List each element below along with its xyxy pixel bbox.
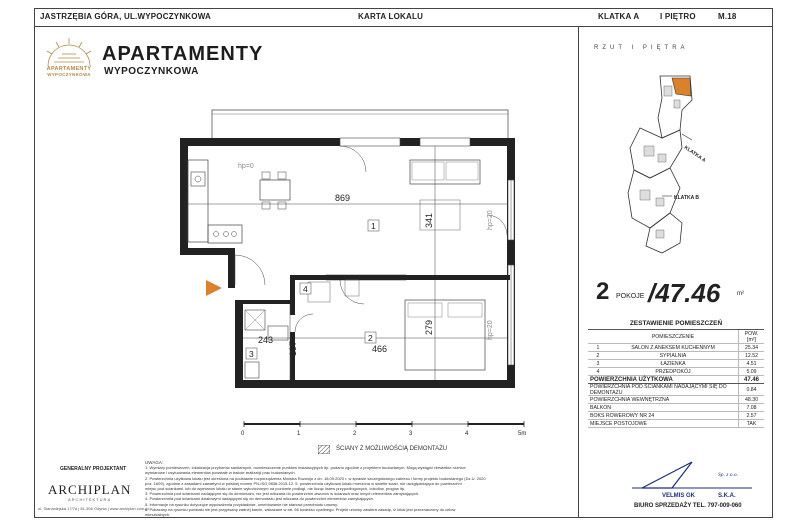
note-line: wymiarowe i usytuowania elementów powstałe w trakcie realizacji prac budowlanych.: [145, 470, 296, 476]
extra-name: POWIERZCHNIA POD ŚCIANKAMI NADAJĄCYMI SIĘ DO DEMONTAŻU: [590, 383, 727, 396]
toilet-icon: [245, 362, 259, 378]
scale-bar: [234, 418, 534, 438]
header-card-title: KARTA LOKALU: [358, 12, 424, 21]
col-area-header-1: POW.: [744, 330, 759, 337]
hp-label-3: hp=20: [487, 320, 494, 340]
extra-area: 7.08: [738, 404, 764, 411]
entrance-arrow-icon: [206, 280, 222, 296]
hp-label-2: hp=20: [487, 210, 494, 230]
table-row: [588, 420, 764, 428]
rooms-table-title: ZESTAWIENIE POMIESZCZEŃ: [588, 320, 764, 330]
usable-area-label: POWIERZCHNIA UŻYTKOWA: [590, 376, 673, 383]
row-name: PRZEDPOKÓJ: [655, 368, 691, 375]
table-row: [588, 396, 764, 404]
extra-name: BOKS ROWEROWY NR 24: [590, 412, 655, 419]
logo-mark-line1: APARTAMENTY: [46, 66, 92, 72]
rooms-count: 2: [596, 278, 610, 305]
header-location: JASTRZĘBIA GÓRA, UL.WYPOCZYNKOWA: [40, 12, 211, 21]
scale-tick-3: 3: [409, 431, 413, 437]
sales-office: BIURO SPRZEDAŻY TEL. 797-009-060: [634, 503, 742, 509]
area-total: /47.46: [648, 278, 721, 308]
extra-area: 0.84: [738, 384, 764, 395]
dim-bedroom-depth: 279: [424, 319, 434, 335]
key-plan-title: RZUT I PIĘTRA: [594, 45, 689, 51]
unit-highlight-marker: [672, 78, 691, 96]
room-label-1: 1: [371, 221, 376, 231]
designer-address: ul. Starowiejska 17/7a | 81-356 Gdynia | www.archiplan.com.pl: [38, 506, 149, 511]
extra-name: POWIERZCHNIA WEWNĘTRZNA: [590, 396, 670, 403]
extra-area: 2.57: [738, 412, 764, 419]
header-divider: [34, 26, 773, 27]
row-name: SYPIALNIA: [659, 352, 687, 359]
row-area: 5.09: [738, 368, 764, 375]
dim-bath-depth: 197: [288, 340, 298, 356]
note-line: miejsc pod ściankami, lub do wymiarów lokalu w stanie wykończonym na poziomie podłogi, nie licząc listew przypodłogowych, cokołów, progów itp.: [145, 486, 406, 492]
scale-tick-1: 1: [297, 431, 301, 437]
col-area-header-2: [m²]: [747, 336, 756, 343]
demountable-wall-hatch-icon: [318, 445, 330, 454]
logo-mark-line2: WYPOCZYNKOWA: [47, 72, 91, 77]
logo-mark-text: [40, 66, 98, 77]
archiplan-sub: ARCHITEKTURA: [68, 497, 112, 502]
scale-tick-2: 2: [353, 431, 357, 437]
note-line: mieszkalnych.: [145, 512, 171, 518]
developer-logo: [622, 458, 762, 500]
wardrobe-icon: [308, 282, 330, 302]
rooms-word: POKOJE: [616, 293, 645, 300]
note-line: 4. Powierzchnia pod ściankami działowymi nadającymi się do demontażu jest wliczana do powierzchni elementów zamykających.: [145, 496, 374, 502]
key-plan-map: [600, 58, 720, 258]
table-row: [588, 352, 764, 360]
note-line: 5. Informacje na rysunku dotyczące wyposażenia przykładowe, umeblowanie nie stanowi przedmiotu umowy.: [145, 501, 338, 507]
row-no: 3: [596, 360, 600, 367]
balcony-outline: [212, 110, 508, 140]
header-floor: I PIĘTRO: [660, 12, 696, 21]
brand-name: APARTAMENTY: [102, 43, 264, 65]
note-line: 3. Powierzchnia pod ściankami nadającymi się do demontażu, nie jest wliczana do powierzchni otworów w ścianach oraz innych elementów zamykających.: [145, 491, 420, 497]
general-designer-label: GENERALNY PROJEKTANT: [60, 466, 127, 472]
row-area: 4.51: [738, 360, 764, 367]
bed-icon: [405, 300, 485, 370]
dining-table-icon: [260, 180, 290, 200]
developer-suffix-1: Sp. z o.o.: [718, 472, 739, 478]
row-name: SALON Z ANEKSEM KUCHENNYM: [631, 344, 715, 351]
header-staircase: KLATKA A: [598, 12, 640, 21]
dim-bath-width: 243: [258, 335, 274, 345]
header-unit: M.18: [718, 12, 737, 21]
sink-icon: [191, 172, 205, 186]
floor-plan: [150, 100, 550, 430]
dim-bedroom-width: 466: [372, 344, 388, 354]
table-row: [588, 384, 764, 396]
row-no: 2: [596, 352, 600, 359]
note-line: 1. Wymiary pomieszczeń, lokalizacja przyborów sanitarnych, rozmieszczenie punktów instalacyjnych itp. podano zgodnie z projektem budowlanym. Mogą wystąpić niewielkie różnice: [145, 465, 466, 471]
door-swings: [235, 146, 507, 332]
right-panel-divider: [578, 27, 579, 517]
sofa-icon: [410, 160, 480, 184]
row-area: 12.52: [738, 352, 764, 359]
dim-living-depth: 341: [424, 212, 434, 228]
room-label-4: 4: [303, 284, 308, 294]
table-row: [588, 368, 764, 376]
outer-walls: [180, 138, 515, 388]
note-line: poz. 1609), zgodnie z zasadami zawartymi w polskiej normie PN-ISO 9836:2015-12. 5. powierzchnia użytkowa lokalu mierzona w świetle ścian, nie uwzględniająca do powierzchni: [145, 480, 462, 486]
table-row: [588, 360, 764, 368]
notes-title: UWAGA:: [145, 460, 164, 465]
scale-tick-4: 4: [465, 431, 469, 437]
brand-sub: WYPOCZYNKOWA: [104, 66, 199, 77]
cooktop-icon: [208, 225, 242, 243]
sun-logo-icon: [40, 32, 98, 88]
extra-name: MIEJSCE POSTOJOWE: [590, 420, 647, 427]
interior-walls: [235, 275, 510, 388]
scale-tick-0: 0: [241, 431, 245, 437]
developer-suffix-2: S.K.A.: [718, 493, 736, 499]
table-row: [588, 412, 764, 420]
row-no: 1: [596, 344, 600, 351]
col-name-header: POMIESZCZENIE: [651, 333, 695, 340]
extra-area: TAK: [738, 420, 764, 427]
rooms-table: [588, 320, 764, 428]
notes-block: [145, 460, 575, 517]
rooms-table-header: [588, 330, 764, 344]
note-line: 2. Powierzchnia użytkowa lokalu jest określona na podstawie rozporządzenia Ministra Rozwoju z dn. 18.09.2020 r. w sprawie szczegółowego zakresu i formy projektu budowlanego (Dz.U. 2020: [145, 475, 486, 481]
extra-area: 48.30: [738, 396, 764, 403]
extra-name: BALKON: [590, 404, 612, 411]
key-plan-staircase-a: KLATKA A: [682, 144, 707, 164]
note-line: 6. Pokazany na rysunku podziału nie jest przypisany żadnej karcie, wskazane w art. 66 kodeksu cywilnego. Projekt umowy zawiera zasadę, iż lokal jest przeznaczony do celów: [145, 506, 456, 512]
row-area: 25.34: [738, 344, 764, 351]
dim-top-width: 869: [335, 193, 351, 203]
row-no: 4: [596, 368, 600, 375]
scale-tick-5: 5m: [518, 431, 527, 437]
developer-name: VELMIS GK: [662, 493, 696, 499]
col-area-header: [738, 330, 764, 343]
area-unit: m²: [737, 291, 744, 297]
legend-text: ŚCIANY Z MOŻLIWOŚCIĄ DEMONTAŻU: [336, 446, 448, 452]
archiplan-logo: ARCHIPLAN: [48, 482, 132, 497]
key-plan-staircase-b: KLATKA B: [674, 195, 699, 201]
hp-label-1: hp=0: [238, 163, 254, 170]
room-label-3: 3: [249, 349, 254, 359]
table-row: [588, 404, 764, 412]
usable-area-value: 47.46: [738, 376, 764, 383]
table-row: [588, 344, 764, 352]
room-label-2: 2: [368, 333, 373, 343]
row-name: ŁAZIENKA: [660, 360, 686, 367]
